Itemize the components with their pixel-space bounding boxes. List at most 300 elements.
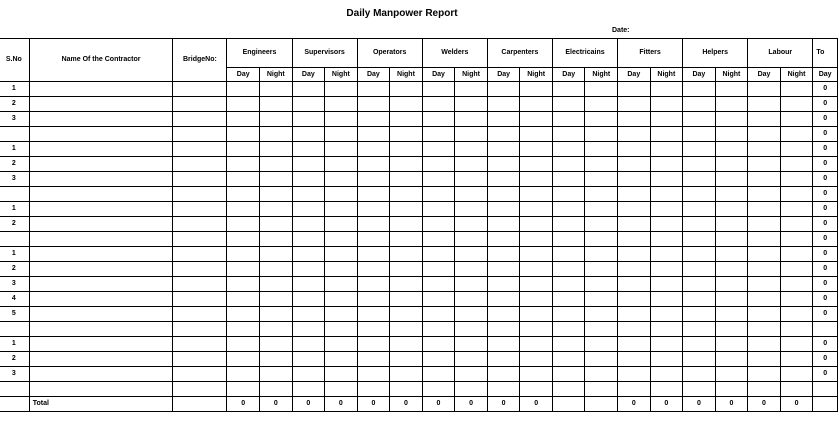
count-cell: [520, 277, 553, 292]
count-cell: [618, 187, 651, 202]
bridge-cell: [173, 127, 227, 142]
count-cell: [683, 157, 716, 172]
count-cell: [325, 232, 358, 247]
table-row: [0, 322, 838, 337]
count-cell: [292, 367, 325, 382]
count-cell: [292, 307, 325, 322]
count-cell: [683, 292, 716, 307]
count-cell: [422, 127, 455, 142]
count-cell: [585, 247, 618, 262]
group-header: Helpers: [683, 39, 748, 68]
count-cell: [357, 247, 390, 262]
count-cell: [227, 307, 260, 322]
bridge-cell: [173, 232, 227, 247]
sno-cell: [0, 127, 29, 142]
contractor-cell: [29, 172, 173, 187]
contractor-cell: [29, 157, 173, 172]
group-header: To: [813, 39, 838, 68]
count-cell: [585, 352, 618, 367]
sno-cell: 1: [0, 337, 29, 352]
count-cell: [552, 292, 585, 307]
bridge-cell: [173, 82, 227, 97]
count-cell: [650, 142, 683, 157]
count-cell: [780, 157, 813, 172]
count-cell: [259, 142, 292, 157]
count-cell: [259, 157, 292, 172]
count-cell: [683, 217, 716, 232]
count-cell: [227, 232, 260, 247]
count-cell: [715, 112, 748, 127]
count-cell: [585, 382, 618, 397]
count-cell: [292, 202, 325, 217]
count-cell: [325, 307, 358, 322]
sno-cell: 3: [0, 277, 29, 292]
count-cell: [780, 307, 813, 322]
night-header: Night: [715, 68, 748, 82]
count-cell: [227, 382, 260, 397]
count-cell: [650, 307, 683, 322]
count-cell: [292, 157, 325, 172]
count-cell: [422, 82, 455, 97]
count-cell: [715, 382, 748, 397]
day-header: Day: [813, 68, 838, 82]
row-total-cell: [813, 322, 838, 337]
count-cell: [715, 292, 748, 307]
sno-cell: 1: [0, 247, 29, 262]
count-cell: [780, 382, 813, 397]
count-cell: [618, 382, 651, 397]
total-label: Total: [29, 397, 173, 412]
count-cell: [552, 187, 585, 202]
count-cell: [487, 202, 520, 217]
count-cell: [357, 142, 390, 157]
count-cell: [748, 352, 781, 367]
group-header: Fitters: [618, 39, 683, 68]
count-cell: [585, 82, 618, 97]
group-header: Supervisors: [292, 39, 357, 68]
count-cell: [455, 382, 488, 397]
count-cell: [650, 127, 683, 142]
count-cell: [325, 247, 358, 262]
count-cell: [748, 277, 781, 292]
count-cell: [390, 307, 423, 322]
count-cell: [715, 97, 748, 112]
group-header: Operators: [357, 39, 422, 68]
count-cell: [325, 97, 358, 112]
count-cell: [390, 262, 423, 277]
count-cell: [683, 367, 716, 382]
row-total-cell: 0: [813, 127, 838, 142]
night-header: Night: [780, 68, 813, 82]
row-total-cell: 0: [813, 157, 838, 172]
count-cell: [715, 157, 748, 172]
count-cell: [259, 382, 292, 397]
count-cell: [325, 142, 358, 157]
group-header: Welders: [422, 39, 487, 68]
day-header: Day: [227, 68, 260, 82]
count-cell: [683, 202, 716, 217]
bridge-cell: [173, 172, 227, 187]
count-cell: [552, 367, 585, 382]
total-value-cell: 0: [520, 397, 553, 412]
count-cell: [390, 217, 423, 232]
count-cell: [227, 112, 260, 127]
count-cell: [618, 202, 651, 217]
count-cell: [683, 307, 716, 322]
count-cell: [325, 337, 358, 352]
count-cell: [292, 217, 325, 232]
contractor-cell: [29, 292, 173, 307]
manpower-table: [0, 38, 838, 412]
count-cell: [618, 292, 651, 307]
count-cell: [292, 262, 325, 277]
count-cell: [227, 367, 260, 382]
count-cell: [683, 352, 716, 367]
count-cell: [715, 277, 748, 292]
total-value-cell: 0: [422, 397, 455, 412]
count-cell: [585, 307, 618, 322]
count-cell: [455, 322, 488, 337]
count-cell: [780, 187, 813, 202]
sno-cell: 2: [0, 352, 29, 367]
count-cell: [650, 217, 683, 232]
table-row: [0, 217, 838, 232]
count-cell: [292, 172, 325, 187]
count-cell: [390, 142, 423, 157]
bridge-cell: [173, 322, 227, 337]
count-cell: [748, 307, 781, 322]
count-cell: [422, 352, 455, 367]
contractor-cell: [29, 307, 173, 322]
count-cell: [585, 322, 618, 337]
count-cell: [325, 322, 358, 337]
table-row: [0, 142, 838, 157]
count-cell: [422, 382, 455, 397]
count-cell: [748, 187, 781, 202]
count-cell: [748, 172, 781, 187]
row-total-cell: 0: [813, 337, 838, 352]
count-cell: [618, 307, 651, 322]
count-cell: [585, 97, 618, 112]
total-value-cell: 0: [748, 397, 781, 412]
count-cell: [259, 337, 292, 352]
table-row: [0, 127, 838, 142]
bridge-cell: [173, 292, 227, 307]
count-cell: [520, 187, 553, 202]
count-cell: [683, 82, 716, 97]
sno-cell: [0, 382, 29, 397]
count-cell: [780, 247, 813, 262]
count-cell: [585, 292, 618, 307]
group-header: Engineers: [227, 39, 292, 68]
count-cell: [390, 367, 423, 382]
count-cell: [259, 202, 292, 217]
count-cell: [455, 277, 488, 292]
row-total-cell: 0: [813, 112, 838, 127]
count-cell: [390, 322, 423, 337]
count-cell: [357, 232, 390, 247]
count-cell: [325, 382, 358, 397]
count-cell: [357, 322, 390, 337]
sno-cell: [0, 322, 29, 337]
table-row: [0, 367, 838, 382]
count-cell: [585, 157, 618, 172]
count-cell: [780, 367, 813, 382]
count-cell: [715, 367, 748, 382]
count-cell: [259, 232, 292, 247]
table-row: [0, 172, 838, 187]
count-cell: [650, 352, 683, 367]
contractor-cell: [29, 82, 173, 97]
table-row: [0, 352, 838, 367]
count-cell: [422, 322, 455, 337]
count-cell: [455, 112, 488, 127]
total-bridge-cell: [173, 397, 227, 412]
count-cell: [422, 307, 455, 322]
count-cell: [487, 367, 520, 382]
count-cell: [227, 127, 260, 142]
row-total-cell: 0: [813, 187, 838, 202]
count-cell: [487, 172, 520, 187]
count-cell: [683, 127, 716, 142]
count-cell: [552, 217, 585, 232]
count-cell: [618, 337, 651, 352]
count-cell: [292, 187, 325, 202]
row-total-cell: 0: [813, 367, 838, 382]
count-cell: [422, 292, 455, 307]
count-cell: [390, 97, 423, 112]
count-cell: [357, 97, 390, 112]
count-cell: [325, 172, 358, 187]
count-cell: [715, 202, 748, 217]
count-cell: [259, 82, 292, 97]
count-cell: [520, 112, 553, 127]
day-header: Day: [618, 68, 651, 82]
count-cell: [227, 277, 260, 292]
count-cell: [618, 277, 651, 292]
count-cell: [520, 142, 553, 157]
count-cell: [520, 262, 553, 277]
count-cell: [650, 262, 683, 277]
count-cell: [487, 262, 520, 277]
count-cell: [715, 217, 748, 232]
count-cell: [715, 307, 748, 322]
day-header: Day: [487, 68, 520, 82]
count-cell: [455, 142, 488, 157]
count-cell: [292, 277, 325, 292]
bridge-cell: [173, 202, 227, 217]
count-cell: [259, 112, 292, 127]
count-cell: [292, 232, 325, 247]
bridge-cell: [173, 307, 227, 322]
count-cell: [748, 202, 781, 217]
count-cell: [715, 142, 748, 157]
count-cell: [325, 277, 358, 292]
header-row: [0, 39, 838, 68]
count-cell: [780, 337, 813, 352]
contractor-cell: [29, 97, 173, 112]
count-cell: [292, 247, 325, 262]
bridge-cell: [173, 247, 227, 262]
count-cell: [487, 187, 520, 202]
total-value-cell: 0: [292, 397, 325, 412]
count-cell: [259, 262, 292, 277]
count-cell: [715, 127, 748, 142]
bridge-cell: [173, 352, 227, 367]
count-cell: [715, 82, 748, 97]
count-cell: [292, 292, 325, 307]
count-cell: [487, 97, 520, 112]
count-cell: [259, 247, 292, 262]
count-cell: [715, 172, 748, 187]
count-cell: [748, 142, 781, 157]
count-cell: [520, 202, 553, 217]
count-cell: [357, 352, 390, 367]
day-header: Day: [292, 68, 325, 82]
sno-cell: 5: [0, 307, 29, 322]
count-cell: [455, 292, 488, 307]
count-cell: [780, 127, 813, 142]
count-cell: [780, 82, 813, 97]
count-cell: [487, 337, 520, 352]
table-row: [0, 82, 838, 97]
count-cell: [552, 307, 585, 322]
table-row: [0, 292, 838, 307]
count-cell: [325, 157, 358, 172]
count-cell: [585, 187, 618, 202]
count-cell: [357, 262, 390, 277]
bridge-cell: [173, 277, 227, 292]
total-value-cell: 0: [780, 397, 813, 412]
total-row: [0, 397, 838, 412]
table-row: [0, 157, 838, 172]
count-cell: [520, 232, 553, 247]
total-value-cell: 0: [618, 397, 651, 412]
count-cell: [357, 202, 390, 217]
count-cell: [552, 337, 585, 352]
count-cell: [357, 307, 390, 322]
bridge-cell: [173, 262, 227, 277]
row-total-cell: 0: [813, 172, 838, 187]
night-header: Night: [520, 68, 553, 82]
count-cell: [455, 157, 488, 172]
count-cell: [390, 292, 423, 307]
count-cell: [390, 112, 423, 127]
count-cell: [683, 172, 716, 187]
count-cell: [292, 337, 325, 352]
table-row: [0, 187, 838, 202]
count-cell: [520, 382, 553, 397]
bridge-cell: [173, 142, 227, 157]
count-cell: [618, 247, 651, 262]
count-cell: [585, 217, 618, 232]
count-cell: [325, 127, 358, 142]
row-total-cell: 0: [813, 262, 838, 277]
count-cell: [552, 247, 585, 262]
count-cell: [357, 217, 390, 232]
count-cell: [552, 112, 585, 127]
count-cell: [455, 307, 488, 322]
total-value-cell: 0: [650, 397, 683, 412]
count-cell: [520, 337, 553, 352]
count-cell: [227, 322, 260, 337]
count-cell: [422, 262, 455, 277]
count-cell: [455, 337, 488, 352]
table-row: [0, 262, 838, 277]
count-cell: [650, 367, 683, 382]
count-cell: [650, 157, 683, 172]
count-cell: [487, 217, 520, 232]
count-cell: [292, 142, 325, 157]
count-cell: [325, 202, 358, 217]
count-cell: [520, 97, 553, 112]
count-cell: [650, 202, 683, 217]
count-cell: [683, 382, 716, 397]
sno-cell: 1: [0, 82, 29, 97]
count-cell: [422, 232, 455, 247]
count-cell: [227, 172, 260, 187]
row-total-cell: 0: [813, 232, 838, 247]
count-cell: [552, 82, 585, 97]
count-cell: [455, 247, 488, 262]
count-cell: [552, 382, 585, 397]
count-cell: [780, 232, 813, 247]
count-cell: [390, 277, 423, 292]
count-cell: [780, 112, 813, 127]
table-row: [0, 97, 838, 112]
count-cell: [455, 367, 488, 382]
count-cell: [487, 307, 520, 322]
day-header: Day: [683, 68, 716, 82]
count-cell: [487, 142, 520, 157]
count-cell: [390, 247, 423, 262]
row-total-cell: 0: [813, 97, 838, 112]
count-cell: [487, 322, 520, 337]
count-cell: [357, 157, 390, 172]
count-cell: [520, 322, 553, 337]
count-cell: [780, 142, 813, 157]
count-cell: [259, 367, 292, 382]
count-cell: [520, 157, 553, 172]
night-header: Night: [259, 68, 292, 82]
count-cell: [552, 172, 585, 187]
count-cell: [325, 187, 358, 202]
count-cell: [552, 277, 585, 292]
count-cell: [748, 82, 781, 97]
row-total-cell: 0: [813, 82, 838, 97]
count-cell: [227, 337, 260, 352]
count-cell: [552, 97, 585, 112]
contractor-cell: [29, 322, 173, 337]
count-cell: [357, 292, 390, 307]
count-cell: [292, 112, 325, 127]
count-cell: [618, 172, 651, 187]
row-total-cell: 0: [813, 277, 838, 292]
count-cell: [390, 352, 423, 367]
table-row: [0, 337, 838, 352]
count-cell: [683, 232, 716, 247]
count-cell: [422, 217, 455, 232]
count-cell: [325, 292, 358, 307]
total-value-cell: 0: [715, 397, 748, 412]
bridge-cell: [173, 112, 227, 127]
count-cell: [487, 292, 520, 307]
count-cell: [585, 127, 618, 142]
count-cell: [780, 202, 813, 217]
count-cell: [683, 187, 716, 202]
count-cell: [487, 382, 520, 397]
contractor-cell: [29, 277, 173, 292]
